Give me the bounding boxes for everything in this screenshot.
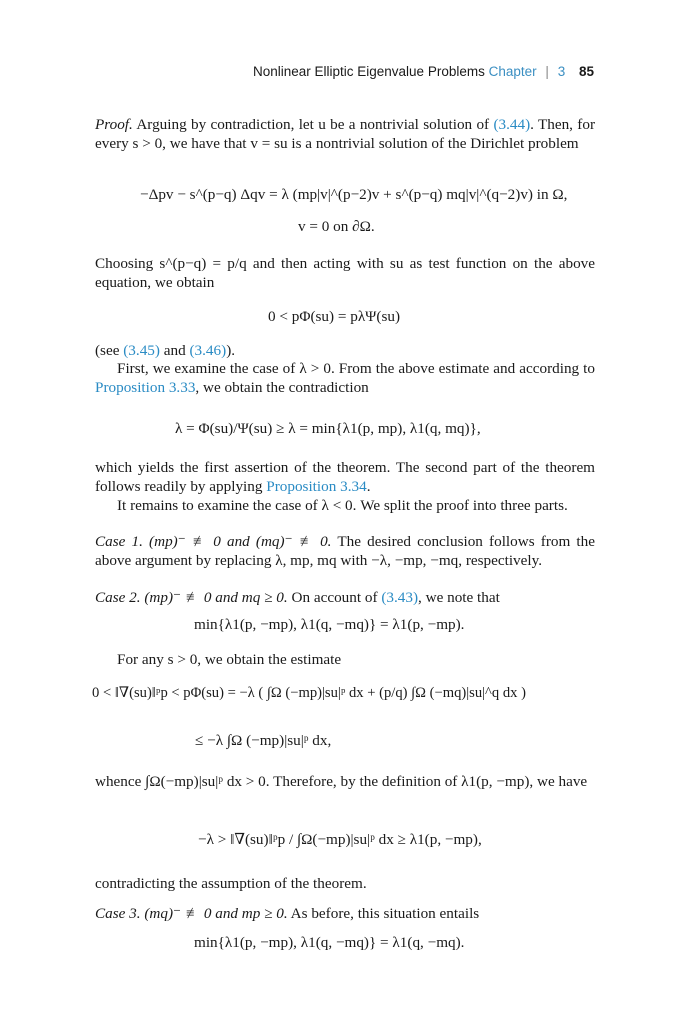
ref-prop-3-33-link[interactable]: Proposition 3.33 (95, 379, 196, 396)
chapter-number: 3 (557, 64, 566, 79)
eq3: λ = Φ(su)/Ψ(su) ≥ λ = min{λ1(p, mp), λ1(q, mq)}, (175, 420, 481, 437)
eq1-line2: v = 0 on ∂Ω. (298, 218, 375, 235)
see-and: and (163, 342, 186, 359)
estimate-intro-paragraph (95, 650, 595, 669)
contradiction-paragraph (95, 874, 595, 893)
ref-3-45-link[interactable]: (3.45) (123, 342, 160, 359)
ref-3-44-link[interactable]: (3.44) (493, 116, 531, 133)
proof-label: Proof. (95, 116, 133, 133)
eq1-line1: −Δpv − s^(p−q) Δqv = λ (mp|v|^(p−2)v + s^(p−q) mq|v|^(q−2)v) in Ω, (140, 186, 568, 203)
page-number: 85 (578, 64, 594, 79)
proof-text-2: . Then, for every s > 0, we have that v = su is a nontrivial solution of the Dirichlet problem (95, 116, 596, 152)
eq5-line2: ≤ −λ ∫Ω (−mp)|su|ᵖ dx, (195, 732, 332, 749)
para3-a: First, we examine the case of λ > 0. From the above estimate and according to (117, 360, 595, 377)
case-1-paragraph (95, 532, 595, 570)
ref-3-43-link[interactable]: (3.43) (381, 589, 419, 606)
case-3-label: Case 3. (mq)⁻ ≢ 0 and mp ≥ 0. (95, 905, 288, 922)
case-2-paragraph (95, 588, 595, 607)
equation-dirichlet-line1 (140, 186, 567, 204)
case-2-text-a: On account of (291, 589, 378, 606)
see-refs-line (95, 341, 595, 360)
para4-b: . (366, 478, 371, 495)
running-header (253, 64, 594, 79)
whence-paragraph (95, 772, 595, 791)
book-title: Nonlinear Elliptic Eigenvalue Problems (252, 64, 485, 79)
equation-estimate-line2 (195, 732, 331, 750)
equation-lambda-bound (198, 830, 482, 849)
case-2-text-b: , we note that (418, 589, 500, 606)
proof-text-1: Arguing by contradiction, let u be a nontrivial solution of (136, 116, 490, 133)
para4-a: which yields the first assertion of the theorem. The second part of the theorem follows readily by applying (95, 459, 595, 495)
case-1-text: The desired conclusion follows from the above argument by replacing λ, mp, mq with −λ, −mp, −mq, respectively. (95, 533, 595, 569)
ref-prop-3-34-link[interactable]: Proposition 3.34 (266, 478, 367, 495)
para5-text: It remains to examine the case of λ < 0. We split the proof into three parts. (117, 497, 568, 514)
see-suffix: ). (226, 342, 236, 359)
para3-b: , we obtain the contradiction (195, 379, 369, 396)
case-3-paragraph (95, 904, 595, 923)
eq2: 0 < pΦ(su) = pλΨ(su) (268, 308, 401, 325)
remaining-case-paragraph (95, 496, 595, 515)
chapter-label: Chapter (488, 64, 537, 79)
eq7: min{λ1(p, −mp), λ1(q, −mq)} = λ1(q, −mq). (194, 934, 465, 951)
equation-min-case3 (194, 934, 464, 952)
eq5-line1: 0 < ‖∇(su)‖ᵖp < pΦ(su) = −λ ( ∫Ω (−mp)|su|ᵖ dx + (p/q) ∫Ω (−mq)|su|^q dx ) (92, 685, 526, 701)
equation-dirichlet-line2 (298, 218, 375, 236)
equation-phi-psi (268, 308, 400, 326)
equation-min-case2 (194, 616, 464, 634)
choosing-paragraph (95, 254, 595, 292)
first-case-paragraph (95, 359, 595, 397)
para8-text: contradicting the assumption of the theorem. (95, 875, 367, 892)
case-2-label: Case 2. (mp)⁻ ≢ 0 and mq ≥ 0. (95, 589, 288, 606)
header-separator: | (545, 64, 549, 79)
ref-3-46-link[interactable]: (3.46) (189, 342, 227, 359)
first-assertion-paragraph (95, 458, 595, 496)
para2-text: Choosing s^(p−q) = p/q and then acting with su as test function on the above equation, we obtain (95, 255, 595, 291)
proof-paragraph (95, 115, 595, 153)
case-3-text: As before, this situation entails (290, 905, 480, 922)
para7-text: whence ∫Ω(−mp)|su|ᵖ dx > 0. Therefore, by the definition of λ1(p, −mp), we have (95, 773, 588, 790)
equation-lambda-min (175, 420, 481, 438)
case-1-label: Case 1. (mp)⁻ ≢ 0 and (mq)⁻ ≢ 0. (95, 533, 332, 550)
para6-text: For any s > 0, we obtain the estimate (117, 651, 342, 668)
see-prefix: (see (95, 342, 120, 359)
eq4: min{λ1(p, −mp), λ1(q, −mq)} = λ1(p, −mp). (194, 616, 465, 633)
equation-estimate-line1 (92, 684, 526, 702)
eq6: −λ > ‖∇(su)‖ᵖp / ∫Ω(−mp)|su|ᵖ dx ≥ λ1(p, −mp), (198, 831, 482, 848)
